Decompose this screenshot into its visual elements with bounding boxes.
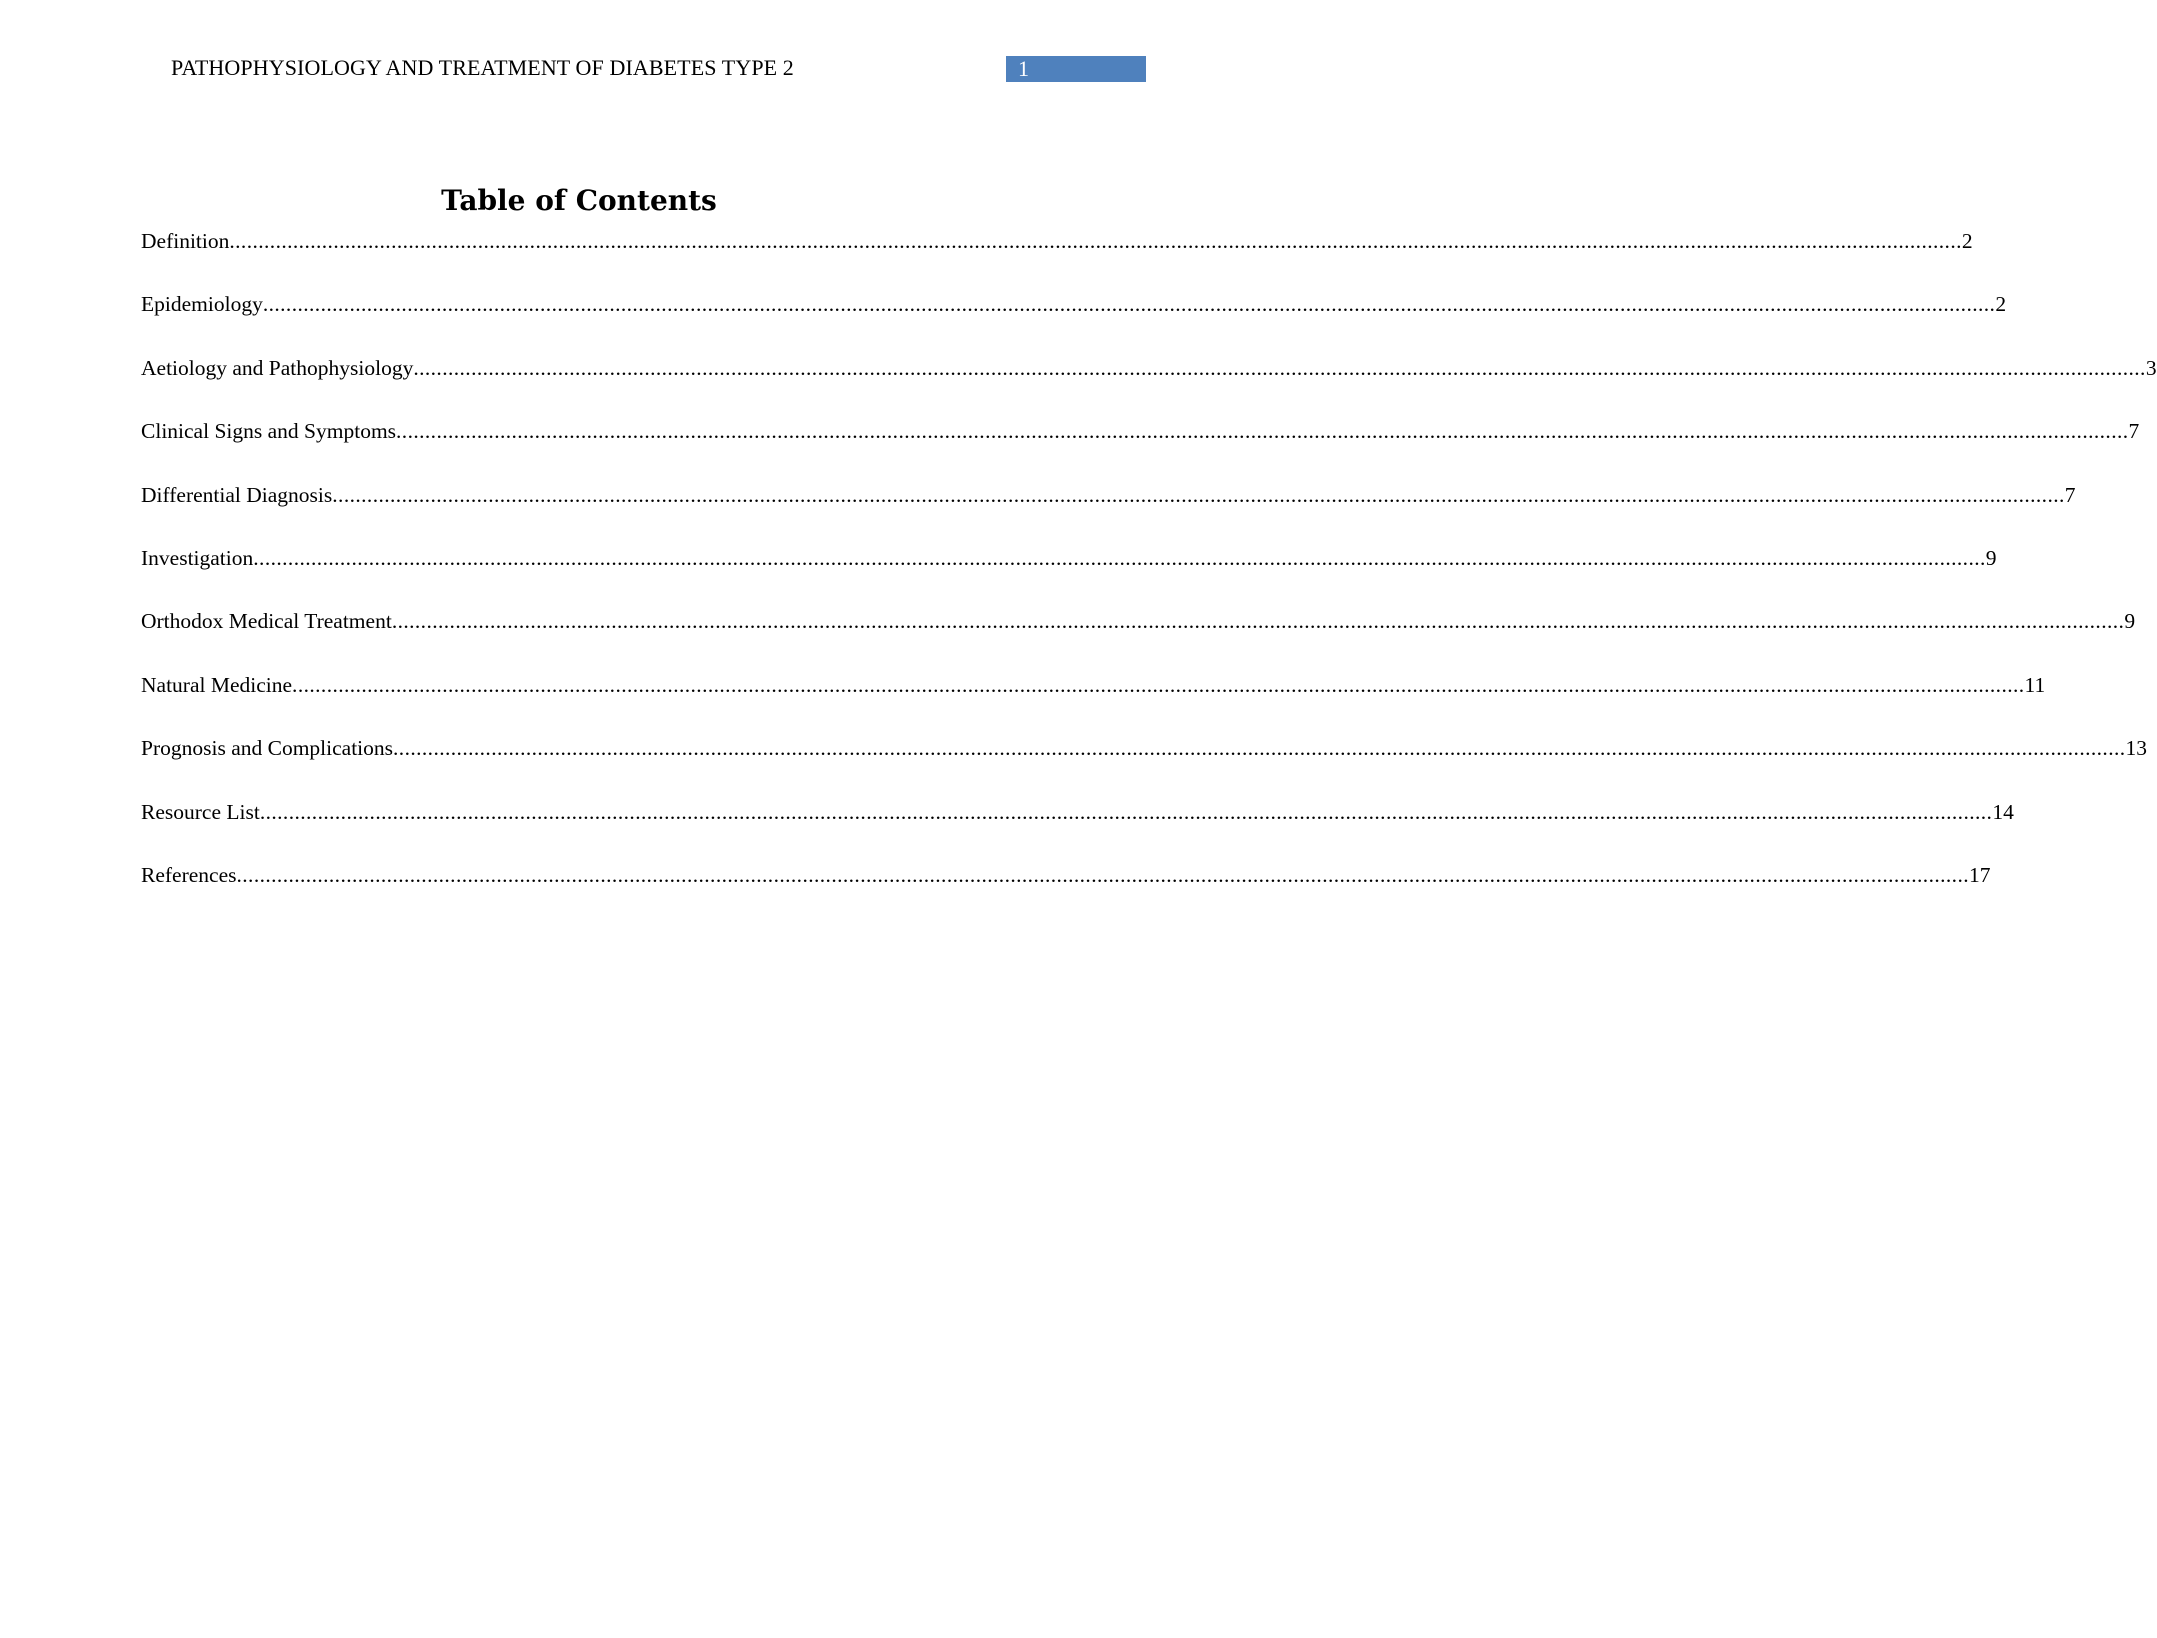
toc-entry-page: 3 — [2145, 355, 2157, 380]
toc-entry-page: 2 — [1995, 292, 2007, 317]
toc-entry-label: Natural Medicine — [141, 672, 293, 697]
toc-leader-dots: ............................................................................................................................................................................................................................................................................................................ — [229, 229, 1962, 253]
toc-entry-page: 14 — [1992, 799, 2014, 824]
toc-entry-page: 17 — [1969, 862, 1991, 887]
toc-entry-differential-diagnosis[interactable] — [141, 482, 2076, 545]
toc-entry-clinical-signs-and-symptoms[interactable] — [141, 418, 2140, 481]
toc-entry-page: 7 — [2064, 482, 2076, 507]
toc-entry-label: Aetiology and Pathophysiology — [141, 355, 414, 380]
toc-entry-investigation[interactable] — [141, 545, 1997, 608]
toc-entry-aetiology-and-pathophysiology[interactable] — [141, 355, 2157, 418]
toc-entry-label: References — [141, 862, 237, 887]
toc-leader-dots: ............................................................................................................................................................................................................................................................................................................ — [332, 482, 2065, 507]
toc-entry-page: 2 — [1961, 229, 1973, 253]
toc-leader-dots: ............................................................................................................................................................................................................................................................................................................ — [393, 736, 2126, 761]
toc-leader-dots: ............................................................................................................................................................................................................................................................................................................ — [253, 545, 1986, 570]
toc-entry-label: Prognosis and Complications — [141, 736, 394, 761]
toc-entry-epidemiology[interactable] — [141, 291, 2007, 354]
toc-entry-resource-list[interactable] — [141, 799, 2014, 862]
toc-entry-label: Orthodox Medical Treatment — [141, 609, 392, 634]
toc-leader-dots: ............................................................................................................................................................................................................................................................................................................ — [391, 609, 2125, 634]
toc-entry-label: Differential Diagnosis — [141, 482, 333, 507]
toc-leader-dots: ............................................................................................................................................................................................................................................................................................................ — [236, 862, 1969, 887]
toc-entry-label: Clinical Signs and Symptoms — [141, 419, 397, 444]
toc-leader-dots: ............................................................................................................................................................................................................................................................................................................ — [259, 799, 1993, 824]
toc-entry-natural-medicine[interactable] — [141, 672, 2046, 735]
page-header — [0, 52, 1158, 84]
toc-entry-label: Definition — [141, 229, 230, 253]
toc-entry-page: 13 — [2125, 736, 2148, 761]
toc-entry-page: 9 — [2124, 609, 2136, 634]
toc-entry-page: 11 — [2024, 672, 2046, 697]
toc-title: Table of Contents — [441, 184, 717, 217]
toc-entry-orthodox-medical-treatment[interactable] — [141, 608, 2136, 671]
toc-leader-dots: ............................................................................................................................................................................................................................................................................................................ — [413, 355, 2146, 380]
toc-entry-references[interactable] — [141, 862, 1991, 925]
toc-entry-definition[interactable] — [141, 228, 1973, 291]
toc-entry-page: 9 — [1985, 545, 1997, 570]
toc-leader-dots: ............................................................................................................................................................................................................................................................................................................ — [396, 419, 2129, 444]
toc-entry-page: 7 — [2128, 419, 2140, 444]
toc-leader-dots: ............................................................................................................................................................................................................................................................................................................ — [292, 672, 2025, 697]
toc-entry-label: Investigation — [141, 545, 254, 570]
toc-entry-label: Resource List — [141, 799, 260, 824]
toc-entry-prognosis-and-complications[interactable] — [141, 735, 2148, 798]
running-head: PATHOPHYSIOLOGY AND TREATMENT OF DIABETES TYPE 2 — [171, 55, 794, 80]
page-number-badge: 1 — [1006, 56, 1146, 82]
toc-leader-dots: ............................................................................................................................................................................................................................................................................................................ — [262, 292, 1996, 317]
table-of-contents — [141, 228, 2157, 925]
toc-entry-label: Epidemiology — [141, 292, 263, 317]
